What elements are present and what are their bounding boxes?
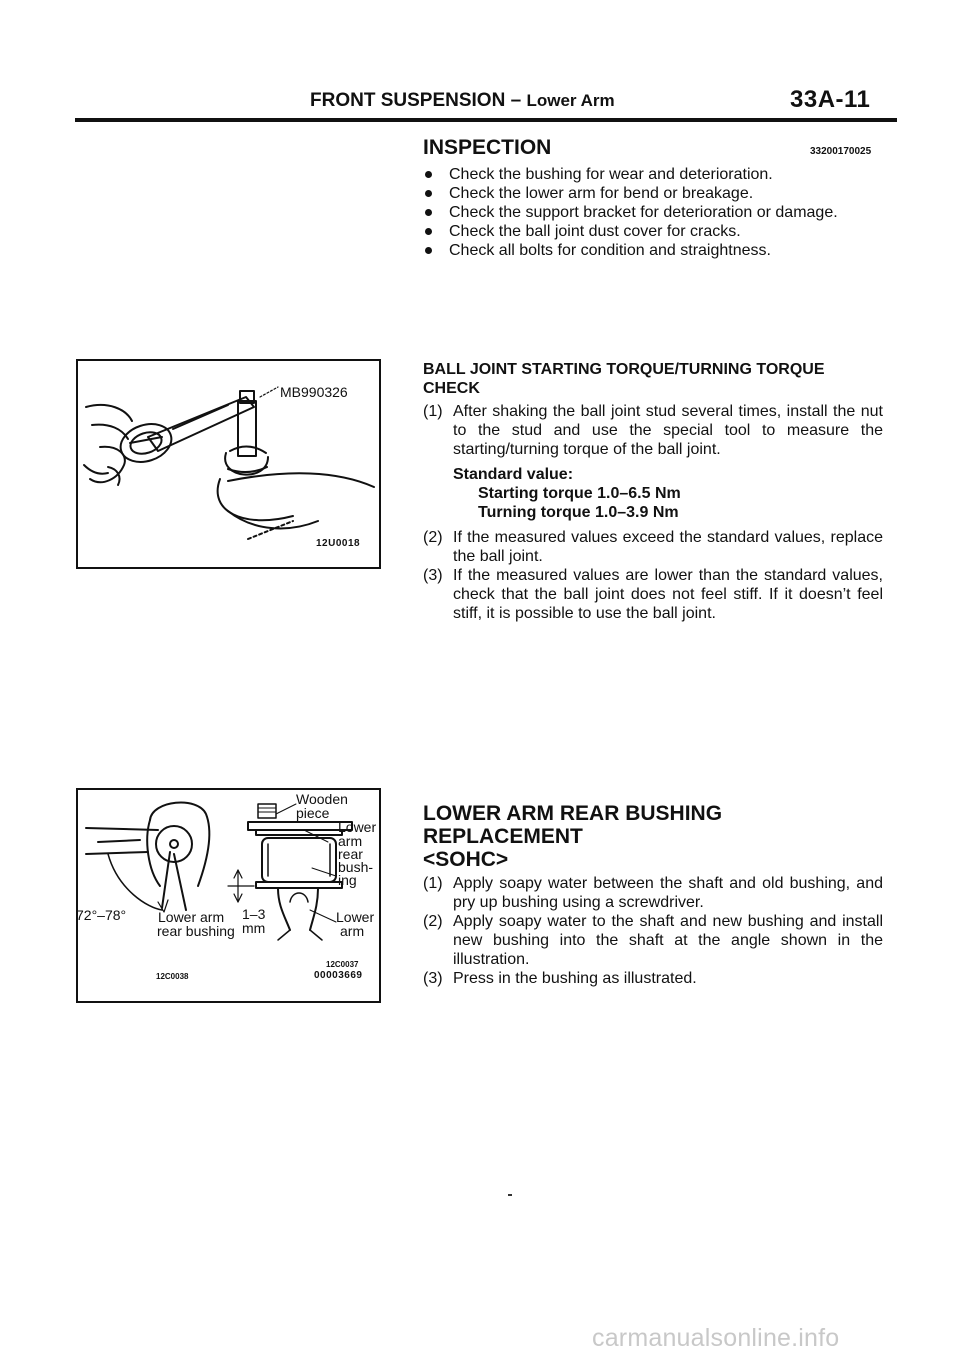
section-title <box>310 90 615 112</box>
page-mark <box>508 1194 512 1196</box>
bushing-label: rear <box>338 846 363 862</box>
wooden-piece-label: piece <box>296 805 330 821</box>
step-item <box>423 402 883 459</box>
ball-joint-section <box>423 360 883 623</box>
step-text: If the measured values exceed the standard values, replace the ball joint. <box>453 529 883 565</box>
bushing-label: Lower <box>338 819 377 835</box>
inspection-heading: INSPECTION <box>423 136 552 159</box>
step-number: (1) <box>423 403 443 420</box>
bushing-label: ing <box>338 872 357 888</box>
bushing-figure <box>76 788 381 1003</box>
step-text: Press in the bushing as illustrated. <box>453 970 697 987</box>
bushing-label: bush- <box>338 859 374 875</box>
bushing-label: arm <box>338 833 363 849</box>
step-text: After shaking the ball joint stud several times, install the nut to the stud and use the special tool to measure the starting/turning torque of the ball joint. <box>453 403 883 458</box>
tool-label: MB990326 <box>280 384 348 400</box>
step-text: Apply soapy water between the shaft and old bushing, and pry up bushing using a screwdriver. <box>453 875 883 911</box>
step-number: (2) <box>423 913 443 930</box>
step-number: (3) <box>423 970 443 987</box>
bushing-heading: LOWER ARM REAR BUSHING REPLACEMENT <box>423 802 723 848</box>
inspection-list <box>423 165 838 260</box>
step-text: If the measured values are lower than the standard values, check that the ball joint does not feel stiff. If it doesn’t feel stiff, it is possible to use the ball joint. <box>453 567 883 622</box>
figure-code-right: 00003669 <box>314 970 363 981</box>
gap-label: 1–3 <box>242 906 266 922</box>
title-dash: – <box>510 90 522 111</box>
starting-torque: Starting torque 1.0–6.5 Nm <box>478 485 681 502</box>
gap-unit: mm <box>242 920 266 936</box>
ball-joint-figure <box>76 359 381 569</box>
turning-torque: Turning torque 1.0–3.9 Nm <box>478 504 679 521</box>
wooden-piece-label: Wooden <box>296 791 348 807</box>
step-item <box>423 528 883 566</box>
page-number: 33A-11 <box>790 86 871 113</box>
lower-arm-label: arm <box>340 923 365 939</box>
ball-joint-heading: BALL JOINT STARTING TORQUE/TURNING TORQUE CHECK <box>423 361 825 397</box>
step-number: (2) <box>423 529 443 546</box>
bushing-section <box>423 802 883 988</box>
inspection-code: 33200170025 <box>810 146 872 157</box>
step-item <box>423 566 883 623</box>
list-item: Check the support bracket for deterioration or damage. <box>423 203 838 222</box>
step-number: (1) <box>423 875 443 892</box>
figure-code: 12U0018 <box>316 538 361 549</box>
lower-arm-label: Lower <box>336 909 375 925</box>
step-item <box>423 912 883 969</box>
standard-value <box>423 465 883 522</box>
step-item <box>423 969 883 988</box>
step-item <box>423 874 883 912</box>
section-name: FRONT SUSPENSION <box>310 90 506 111</box>
header-divider <box>75 118 897 122</box>
list-item: Check all bolts for condition and straightness. <box>423 241 838 260</box>
watermark: carmanualsonline.info <box>592 1324 840 1352</box>
subsection-name: Lower Arm <box>526 91 615 110</box>
angle-label: 72°–78° <box>76 907 127 923</box>
lower-arm-rear-bushing-label: rear bushing <box>157 923 235 939</box>
step-text: Apply soapy water to the shaft and new bushing and install new bushing into the shaft at the angle shown in the illustration. <box>453 913 883 968</box>
lower-arm-rear-bushing-label: Lower arm <box>158 909 225 925</box>
step-number: (3) <box>423 567 443 584</box>
list-item: Check the bushing for wear and deterioration. <box>423 165 838 184</box>
list-item: Check the lower arm for bend or breakage. <box>423 184 838 203</box>
standard-label: Standard value: <box>453 466 574 483</box>
bushing-subheading: <SOHC> <box>423 848 509 871</box>
figure-code-left: 12C0038 <box>156 972 189 981</box>
figure-code-right: 12C0037 <box>326 960 359 969</box>
list-item: Check the ball joint dust cover for cracks. <box>423 222 838 241</box>
